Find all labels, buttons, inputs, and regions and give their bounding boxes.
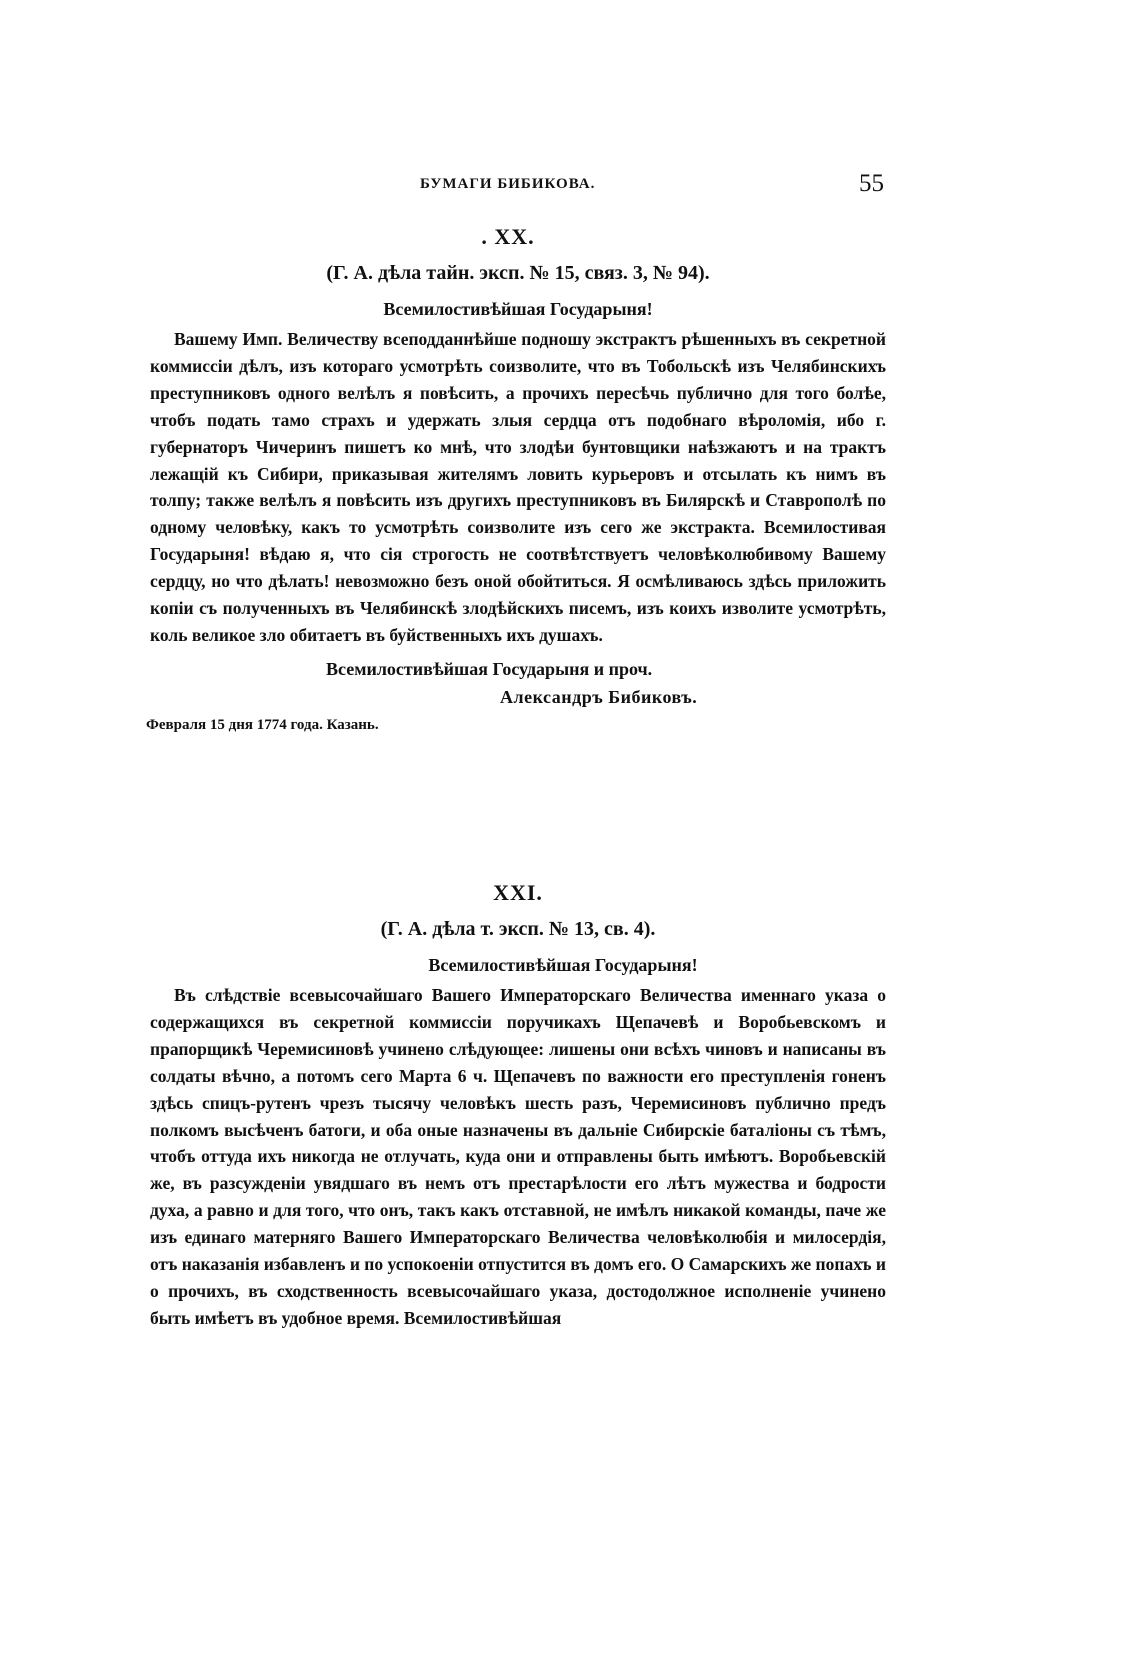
document-xxi [150, 876, 886, 1332]
letter-body: Въ слѣдствіе всевысочайшаго Вашего Императорскаго Величества именнаго указа о содержащихся въ секретной коммиссіи поручикахъ Щепачевѣ и Воробьевскомъ и прапорщикѣ Черемисиновѣ учинено слѣдующее: лишены они всѣхъ чиновъ и написаны въ солдаты вѣчно, а потомъ сего Марта 6 ч. Щепачевъ по важности его преступленія гоненъ здѣсь спицъ-рутенъ чрезъ тысячу человѣкъ шесть разъ, Черемисиновъ публично предъ полкомъ высѣченъ батоги, и оба оные назначены въ дальніе Сибирскіе баталіоны съ тѣмъ, чтобъ оттуда ихъ никогда не отлучать, куда они и отправлены быть имѣютъ. Воробьевскій же, въ разсужденіи увядшаго въ немъ отъ престарѣлости его лѣтъ мужества и бодрости духа, а равно и для того, что онъ, такъ какъ отставной, не имѣлъ никакой команды, паче же изъ единаго матерняго Вашего Императорскаго Величества человѣколюбія и милосердія, отъ наказанія избавленъ и по успокоеніи отпустится въ домъ его. О Самарскихъ же попахъ и о прочихъ, въ сходственность всевысочайшаго указа, достодолжное исполненіе учинено быть имѣетъ въ удобное время. Всемилостивѣйшая [150, 985, 886, 1328]
document-number: XXI. [493, 880, 543, 905]
document-xx [146, 220, 886, 739]
date-place: Февраля 15 дня 1774 года. Казань. [146, 716, 379, 733]
page-number: 55 [859, 170, 884, 197]
document-number: . XX. [481, 224, 535, 249]
running-head [150, 172, 884, 202]
archive-reference: (Г. А. дѣла тайн. эксп. № 15, связ. 3, № 94). [326, 262, 710, 284]
running-title: БУМАГИ БИБИКОВА. [420, 176, 596, 192]
salutation: Всемилостивѣйшая Государыня! [428, 955, 698, 975]
archive-reference: (Г. А. дѣла т. эксп. № 13, св. 4). [380, 918, 656, 940]
salutation: Всемилостивѣйшая Государыня! [383, 299, 653, 319]
letter-body: Вашему Имп. Величеству всеподданнѣйше подношу экстрактъ рѣшенныхъ въ секретной коммиссіи дѣлъ, изъ котораго усмотрѣть соизволите, что въ Тобольскѣ изъ Челябинскихъ преступниковъ одного велѣлъ я повѣсить, а прочихъ пересѣчь публично для того болѣе, чтобъ подать тамо страхъ и удержать злыя сердца отъ подобнаго вѣроломія, ибо г. губернаторъ Чичеринъ пишетъ ко мнѣ, что злодѣи бунтовщики наѣзжаютъ и на трактъ лежащій къ Сибири, приказывая жителямъ ловить курьеровъ и отсылать къ нимъ въ толпу; также велѣлъ я повѣсить изъ другихъ преступниковъ въ Билярскѣ и Ставрополѣ по одному человѣку, какъ то усмотрѣть соизволите изъ сего же экстракта. Всемилостивая Государыня! вѣдаю я, что сія строгость не соотвѣтствуетъ человѣколюбивому Вашему сердцу, но что дѣлать! невозможно безъ оной обойтиться. Я осмѣливаюсь здѣсь приложить копіи съ полученныхъ въ Челябинскѣ злодѣйскихъ писемъ, изъ коихъ изволите усмотрѣть, коль великое зло обитаетъ въ буйственныхъ ихъ душахъ. [150, 329, 886, 645]
closing-formula: Всемилостивѣйшая Государыня и проч. [326, 658, 653, 679]
signature: Александръ Бибиковъ. [500, 686, 698, 707]
